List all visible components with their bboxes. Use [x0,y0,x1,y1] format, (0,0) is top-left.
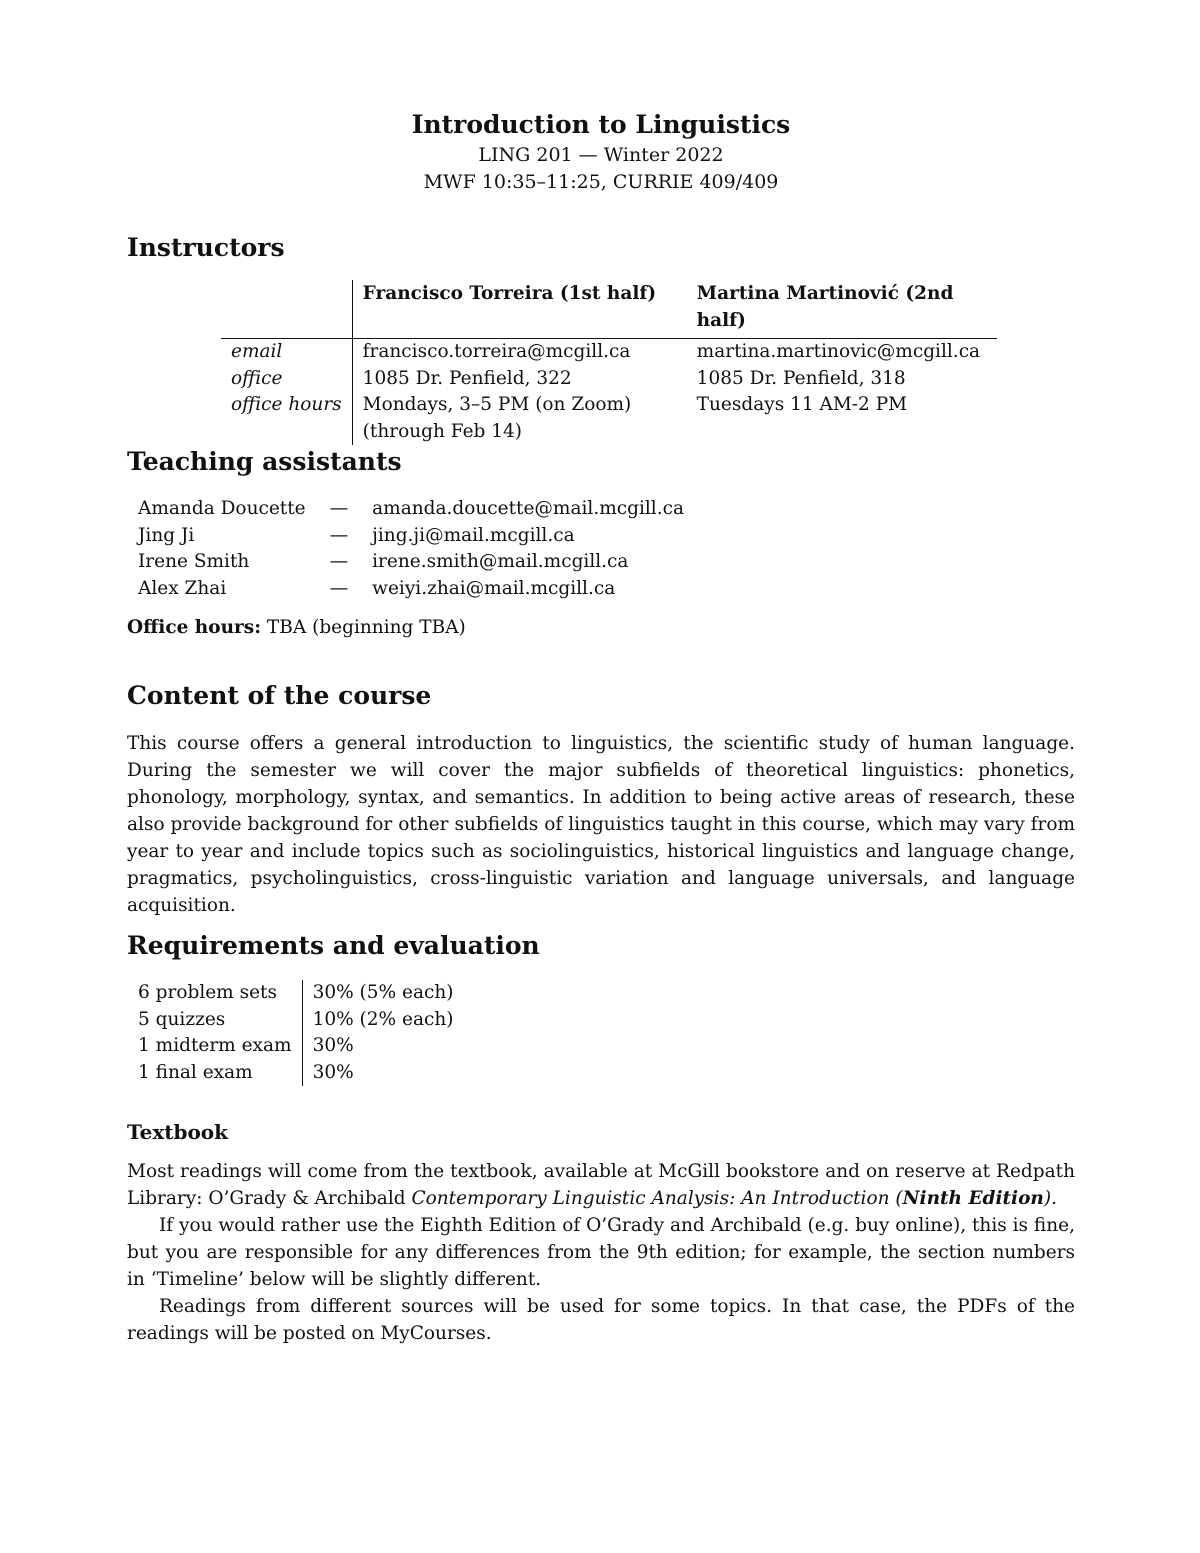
ta-name: Amanda Doucette [138,498,306,519]
requirement-weight: 30% (5% each) [312,982,454,1003]
syllabus-page [127,108,1076,1344]
row-label: office [221,366,352,393]
instructor-1-email: francisco.torreira@mcgill.ca [362,341,631,362]
textbook-paragraph-1 [127,1158,1075,1212]
ta-office-hours-value: TBA (beginning TBA) [261,617,466,638]
instructor-2-name: Martina Martinović (2nd half) [687,280,997,339]
row-label [221,419,352,446]
instructor-1-office: 1085 Dr. Penfield, 322 [362,367,572,389]
instructors-row-office-hours [221,392,997,419]
ta-row [128,576,694,603]
requirement-row [128,1033,463,1060]
title-block [127,108,1075,196]
course-code-line: LING 201 — Winter 2022 [478,144,724,166]
ta-email: weiyi.zhai@mail.mcgill.ca [372,577,616,599]
ta-row [128,549,694,576]
ta-dash: — [329,524,349,546]
requirement-row [128,980,463,1007]
ta-name: Alex Zhai [138,577,227,599]
instructors-table [221,280,997,445]
page-title: Introduction to Linguistics [411,110,791,139]
textbook-heading: Textbook [127,1120,228,1144]
requirement-item: 6 problem sets [128,980,302,1007]
requirement-item: 5 quizzes [128,1007,302,1034]
instructors-heading: Instructors [127,233,285,262]
instructor-1-office-hours-note: (through Feb 14) [362,420,523,442]
requirement-weight: 30% [312,1061,354,1083]
ta-name: Jing Ji [138,524,195,546]
tas-section [127,446,1075,641]
instructor-2-office-hours: Tuesdays 11 AM-2 PM [696,394,908,415]
ta-dash: — [329,498,349,519]
requirement-item: 1 final exam [128,1060,302,1087]
content-paragraph: This course offers a general introduction to linguistics, the scientific study of human language. During the semester we will cover the major subfields of theoretical linguistics: phonetics, phonology, morphology, syntax, and semantics. In addition to being active areas of research, these also provide background for other subfields of linguistics taught in this course, which may vary from year to year and include topics such as sociolinguistics, historical linguistics and language change, pragmatics, psycholinguistics, cross-linguistic variation and language universals, and language acquisition. [127,733,1075,916]
instructors-header-row [221,280,997,339]
content-section [127,680,1075,919]
requirement-row [128,1007,463,1034]
tas-table [128,496,694,602]
requirements-section [127,930,1075,1086]
textbook-section [127,1118,1075,1347]
requirement-item: 1 midterm exam [128,1033,302,1060]
textbook-paragraph-2: If you would rather use the Eighth Edition of O’Grady and Archibald (e.g. buy online), this is fine, but you are responsible for any differences from the 9th edition; for example, the section numbers in ‘Timeline’ below will be slightly different. [127,1215,1076,1290]
ta-row [128,523,694,550]
instructor-1-name: Francisco Torreira (1st half) [352,280,687,339]
ta-email: irene.smith@mail.mcgill.ca [372,551,629,572]
requirement-weight: 30% [312,1035,354,1056]
textbook-title: Contemporary Linguistic Analysis: An Introduction ( [411,1188,903,1209]
textbook-paragraph-3: Readings from different sources will be used for some topics. In that case, the PDFs of the readings will be posted on MyCourses. [127,1296,1075,1344]
ta-dash: — [329,551,349,572]
instructors-row-office [221,366,997,393]
instructors-row-office-hours-note [221,419,997,446]
ta-email: amanda.doucette@mail.mcgill.ca [372,498,684,519]
textbook-p1-end: ). [1043,1188,1057,1209]
requirement-row [128,1060,463,1087]
row-label: office hours [221,392,352,419]
ta-office-hours-label: Office hours: [127,617,262,638]
ta-name: Irene Smith [138,551,250,572]
textbook-edition: Ninth Edition [902,1188,1044,1209]
textbook-p1-text: Most readings will come from the textbook, available at McGill bookstore and on reserve at Redpath Library: O’Grady & Archibald [127,1161,1075,1209]
instructor-2-office-hours-note [687,419,997,446]
requirements-table [128,980,463,1086]
requirement-weight: 10% (2% each) [312,1008,454,1030]
content-heading: Content of the course [127,681,432,710]
requirements-heading: Requirements and evaluation [127,931,540,960]
schedule-line: MWF 10:35–11:25, CURRIE 409/409 [423,171,779,193]
ta-row [128,496,694,523]
instructors-row-email [221,339,997,366]
ta-email: jing.ji@mail.mcgill.ca [372,524,575,546]
ta-office-hours [127,614,1075,641]
row-label: email [221,339,352,366]
instructor-2-email: martina.martinovic@mcgill.ca [696,341,981,362]
tas-heading: Teaching assistants [127,447,402,476]
ta-dash: — [329,577,349,599]
instructor-2-office: 1085 Dr. Penfield, 318 [696,367,906,389]
instructors-section [127,232,1075,445]
instructor-1-office-hours: Mondays, 3–5 PM (on Zoom) [362,394,632,415]
